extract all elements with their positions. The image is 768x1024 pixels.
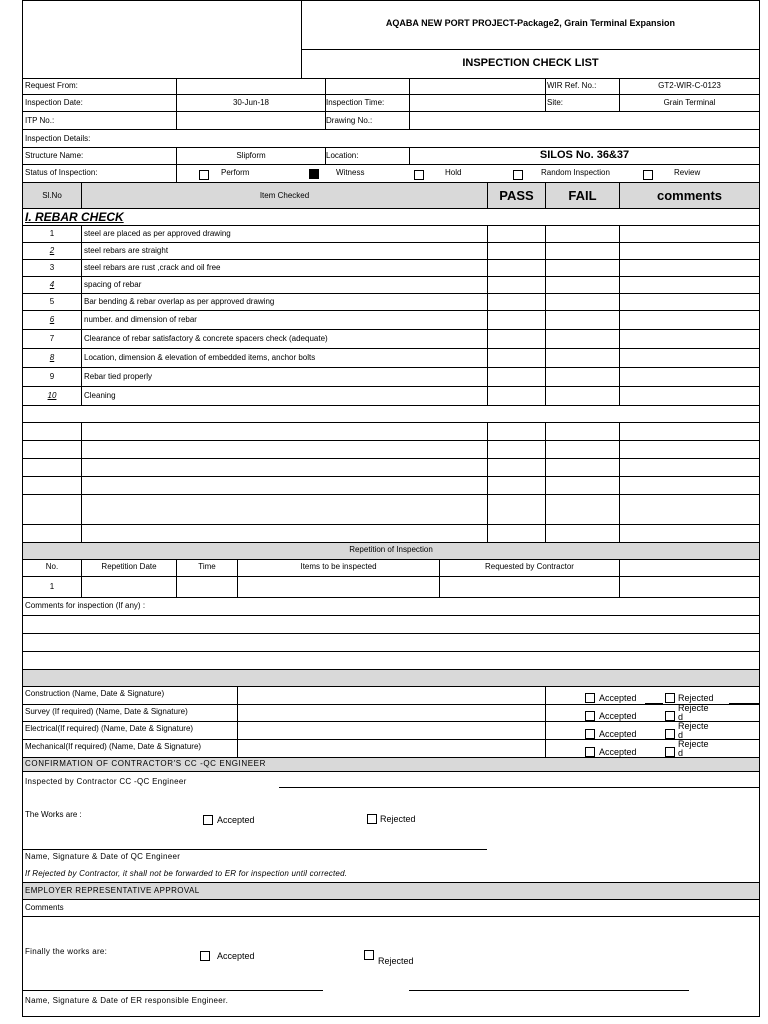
itp-label: ITP No.: <box>25 116 55 125</box>
signoff-label: Electrical(If required) (Name, Date & Signature) <box>25 724 194 733</box>
hold-label: Hold <box>445 168 462 177</box>
inspected-by-line[interactable] <box>279 787 759 788</box>
item-text: steel are placed as per approved drawing <box>84 229 231 238</box>
qc-sign-label: Name, Signature & Date of QC Engineer <box>25 852 181 861</box>
signoff-rejected-label: Rejecte d <box>678 703 709 722</box>
comments-label: Comments <box>25 903 64 912</box>
finally-label: Finally the works are: <box>25 947 108 956</box>
wir-ref-label: WIR Ref. No.: <box>547 81 597 90</box>
qc-signature-line[interactable] <box>23 849 487 850</box>
contractor-rejected-label: Rejected <box>380 814 416 824</box>
item-text: Location, dimension & elevation of embedded items, anchor bolts <box>84 353 316 362</box>
signoff-rejected-label: Rejecte d <box>678 739 709 758</box>
signoff-rejected-checkbox[interactable] <box>665 747 675 757</box>
rejection-note: If Rejected by Contractor, it shall not be forwarded to ER for inspection until corrected. <box>25 869 348 878</box>
grey-separator <box>23 670 759 686</box>
comments-for-inspection-label: Comments for inspection (If any) : <box>25 601 146 610</box>
contractor-accepted-label: Accepted <box>217 815 255 825</box>
rep-col-requested: Requested by Contractor <box>485 562 574 571</box>
inspection-date-value[interactable]: 30-Jun-18 <box>232 98 270 107</box>
rep-col-date: Repetition Date <box>101 562 157 571</box>
col-slno: Sl.No <box>42 191 62 200</box>
inspection-details-label: Inspection Details: <box>25 134 91 143</box>
item-text: Bar bending & rebar overlap as per approved drawing <box>84 297 275 306</box>
rep-col-time: Time <box>198 562 216 571</box>
signoff-accepted-label: Accepted <box>599 711 637 721</box>
er-accepted-checkbox[interactable] <box>200 951 210 961</box>
review-label: Review <box>674 168 701 177</box>
item-text: Clearance of rebar satisfactory & concrete spacers check (adequate) <box>84 334 328 343</box>
random-inspection-checkbox[interactable] <box>513 170 523 180</box>
item-no: 6 <box>49 315 55 324</box>
item-no: 1 <box>49 229 55 238</box>
review-checkbox[interactable] <box>643 170 653 180</box>
location-value[interactable]: SILOS No. 36&37 <box>539 149 630 161</box>
wir-ref-value[interactable]: GT2-WIR-C-0123 <box>658 81 721 90</box>
site-value[interactable]: Grain Terminal <box>663 98 716 107</box>
item-no: 2 <box>49 246 55 255</box>
site-label: Site: <box>547 98 564 107</box>
rep-row-no: 1 <box>49 582 55 591</box>
witness-label: Witness <box>336 168 365 177</box>
er-sign-label: Name, Signature & Date of ER responsible Engineer. <box>25 996 229 1005</box>
witness-checkbox[interactable] <box>309 169 319 179</box>
contractor-title: CONFIRMATION OF CONTRACTOR'S CC -QC ENGINEER <box>25 759 266 768</box>
signoff-label: Mechanical(If required) (Name, Date & Signature) <box>25 742 202 751</box>
signoff-rejected-checkbox[interactable] <box>665 711 675 721</box>
repetition-title: Repetition of Inspection <box>349 545 433 554</box>
item-text: spacing of rebar <box>84 280 142 289</box>
employer-title: EMPLOYER REPRESENTATIVE APPROVAL <box>25 886 200 895</box>
contractor-accepted-checkbox[interactable] <box>203 815 213 825</box>
signoff-rejected-label: Rejecte d <box>678 721 709 740</box>
signoff-label: Survey (If required) (Name, Date & Signature) <box>25 707 188 716</box>
item-text: Cleaning <box>84 391 116 400</box>
signoff-accepted-label: Accepted <box>599 747 637 757</box>
col-comments: comments <box>656 188 723 203</box>
item-no: 4 <box>49 280 55 289</box>
item-no: 5 <box>49 297 55 306</box>
request-from-label: Request From: <box>25 81 78 90</box>
er-signature-line[interactable] <box>23 990 323 991</box>
item-text: Rebar tied properly <box>84 372 153 381</box>
er-rejected-checkbox[interactable] <box>364 950 374 960</box>
hold-checkbox[interactable] <box>414 170 424 180</box>
signoff-accepted-checkbox[interactable] <box>585 729 595 739</box>
item-text: number. and dimension of rebar <box>84 315 197 324</box>
location-label: Location: <box>326 151 359 160</box>
signoff-accepted-checkbox[interactable] <box>585 711 595 721</box>
section-title: I. REBAR CHECK <box>25 210 124 224</box>
signoff-rejected-checkbox[interactable] <box>665 729 675 739</box>
col-pass: PASS <box>499 188 534 203</box>
col-fail: FAIL <box>568 188 597 203</box>
random-inspection-label: Random Inspection <box>541 168 610 177</box>
signoff-accepted-label: Accepted <box>599 729 637 739</box>
perform-label: Perform <box>221 168 250 177</box>
inspection-date-label: Inspection Date: <box>25 98 83 107</box>
structure-label: Structure Name: <box>25 151 84 160</box>
item-no: 9 <box>49 372 55 381</box>
project-title: AQABA NEW PORT PROJECT-Package2, Grain Terminal Expansion <box>385 18 676 29</box>
col-item-checked: Item Checked <box>259 191 310 200</box>
logo-area <box>23 0 301 78</box>
item-text: steel rebars are straight <box>84 246 169 255</box>
contractor-rejected-checkbox[interactable] <box>367 814 377 824</box>
drawing-label: Drawing No.: <box>326 116 373 125</box>
er-accepted-label: Accepted <box>217 951 255 961</box>
signoff-accepted-checkbox[interactable] <box>585 693 595 703</box>
rep-col-no: No. <box>45 562 59 571</box>
inspected-by-label: Inspected by Contractor CC -QC Engineer <box>25 777 187 786</box>
signoff-rejected-checkbox[interactable] <box>665 693 675 703</box>
item-no: 8 <box>49 353 55 362</box>
signoff-accepted-checkbox[interactable] <box>585 747 595 757</box>
item-no: 10 <box>47 391 57 400</box>
rep-col-items: Items to be inspected <box>300 562 377 571</box>
signoff-rejected-label: Rejected <box>678 693 714 703</box>
inspection-time-label: Inspection Time: <box>326 98 385 107</box>
inspection-form <box>22 0 760 1017</box>
item-no: 7 <box>49 334 55 343</box>
works-are-label: The Works are : <box>25 810 82 819</box>
status-label: Status of Inspection: <box>25 168 98 177</box>
item-no: 3 <box>49 263 55 272</box>
signoff-accepted-label: Accepted <box>599 693 637 703</box>
structure-value[interactable]: Slipform <box>236 151 266 160</box>
er-rejected-label: Rejected <box>378 956 414 966</box>
perform-checkbox[interactable] <box>199 170 209 180</box>
page-title: INSPECTION CHECK LIST <box>462 57 599 69</box>
er-date-line[interactable] <box>409 990 689 991</box>
item-text: steel rebars are rust ,crack and oil free <box>84 263 221 272</box>
signoff-label: Construction (Name, Date & Signature) <box>25 689 165 698</box>
